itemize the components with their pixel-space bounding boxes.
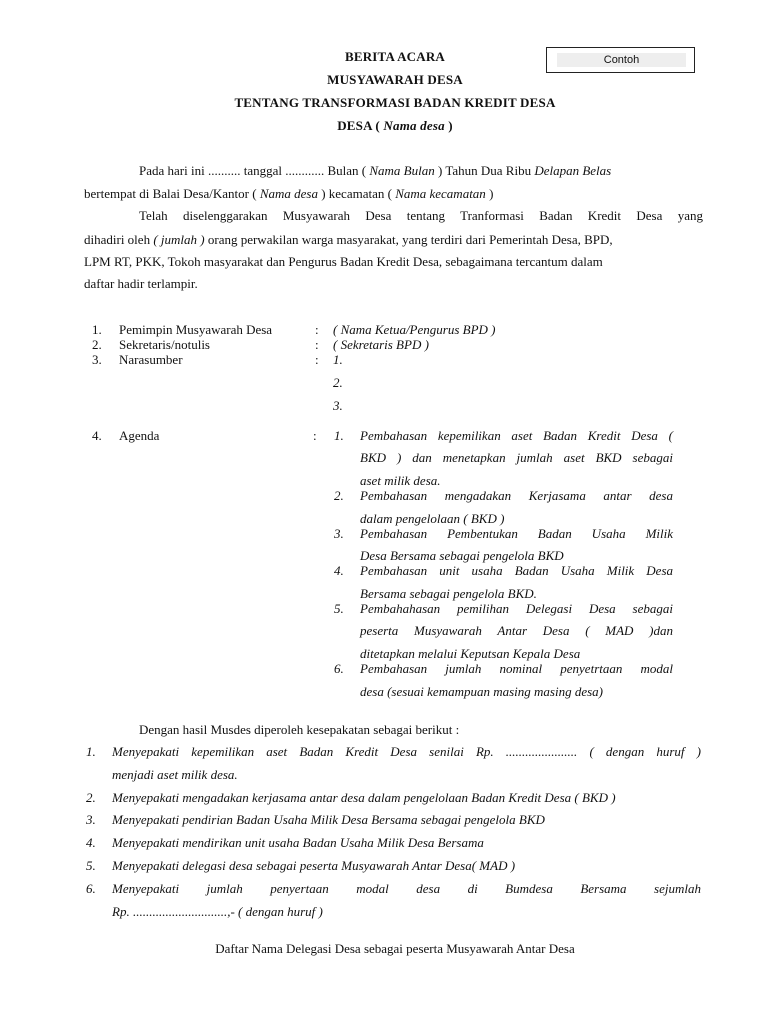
title-line-4-prefix: DESA ( [337,118,380,133]
agenda-item-line: Desa Bersama sebagai pengelola BKD [360,548,564,563]
agenda-item-number: 6. [334,661,344,676]
agenda-item-line: aset milik desa. [360,473,441,488]
agenda-item-line: Pembahasan jumlah nominal penyetrtaan modal [360,661,673,676]
role-number: 3. [92,352,102,367]
title-line-2: MUSYAWARAH DESA [327,72,463,87]
title-line-1: BERITA ACARA [344,49,446,64]
agenda-item-number: 2. [334,488,344,503]
role-label: Narasumber [119,352,183,367]
title-line-3: TENTANG TRANSFORMASI BADAN KREDIT DESA [234,95,556,110]
agenda-item-number: 3. [334,526,344,541]
result-item-number: 5. [86,858,96,873]
role-value: ( Nama Ketua/Pengurus BPD ) [333,322,496,337]
agenda-item-line: Pembahasan Pembentukan Badan Usaha Milik [360,526,673,541]
example-stamp-label: Contoh [557,53,686,67]
role-label: Sekretaris/notulis [119,337,210,352]
result-item-line: Menyepakati jumlah penyertaan modal desa di Bumdesa Bersama sejumlah [112,881,701,896]
agenda-item-number: 4. [334,563,344,578]
intro-paragraph-1-line-1: Pada hari ini .......... tanggal ............ Bulan ( Nama Bulan ) Tahun Dua Ribu Delapan Belas [139,163,612,178]
title-village-name: Nama desa [383,118,445,133]
agenda-item-number: 1. [334,428,344,443]
agenda-item-line: Pembahahasan pemilihan Delegasi Desa sebagai [360,601,673,616]
result-item-number: 2. [86,790,96,805]
agenda-item-line: Bersama sebagai pengelola BKD. [360,586,537,601]
result-item-number: 3. [86,812,96,827]
role-label: Pemimpin Musyawarah Desa [119,322,273,337]
result-item-number: 1. [86,744,96,759]
intro-paragraph-2-line-1: Telah diselenggarakan Musyawarah Desa tentang Tranformasi Badan Kredit Desa yang [139,208,703,223]
result-item-line: Menyepakati delegasi desa sebagai peserta Musyawarah Antar Desa( MAD ) [112,858,516,873]
narasumber-item: 1. [333,352,343,367]
narasumber-item: 3. [333,398,343,413]
result-item-line: Menyepakati mendirikan unit usaha Badan Usaha Milik Desa Bersama [112,835,484,850]
agenda-item-line: BKD ) dan menetapkan jumlah aset BKD sebagai [360,450,673,465]
delegate-list-caption: Daftar Nama Delegasi Desa sebagai peserta Musyawarah Antar Desa [215,941,575,956]
agenda-item-number: 5. [334,601,344,616]
agenda-item-line: Pembahasan unit usaha Badan Usaha Milik Desa [360,563,673,578]
role-colon: : [315,322,319,337]
intro-paragraph-1-line-2: bertempat di Balai Desa/Kantor ( Nama desa ) kecamatan ( Nama kecamatan ) [84,186,494,201]
agenda-item-line: Pembahasan mengadakan Kerjasama antar desa [360,488,673,503]
result-item-line: Rp. .............................,- ( dengan huruf ) [112,904,323,919]
intro-paragraph-2-line-3: LPM RT, PKK, Tokoh masyarakat dan Pengurus Badan Kredit Desa, sebagaimana tercantum dalam [84,254,603,269]
result-item-number: 6. [86,881,96,896]
result-item-line: Menyepakati kepemilikan aset Badan Kredit Desa senilai Rp. ...................... ( dengan huruf ) [112,744,701,759]
agenda-number: 4. [92,428,102,443]
title-line-4-suffix: ) [448,118,453,133]
role-colon: : [315,352,319,367]
agenda-item-line: peserta Musyawarah Antar Desa ( MAD )dan [360,623,673,638]
agenda-item-line: Pembahasan kepemilikan aset Badan Kredit Desa ( [360,428,673,443]
intro-paragraph-2-line-2: dihadiri oleh ( jumlah ) orang perwakilan warga masyarakat, yang terdiri dari Pemerintah Desa, BPD, [84,232,613,247]
agenda-label: Agenda [119,428,160,443]
role-value: ( Sekretaris BPD ) [333,337,429,352]
result-intro: Dengan hasil Musdes diperoleh kesepakatan sebagai berikut : [139,722,460,737]
result-item-line: Menyepakati pendirian Badan Usaha Milik Desa Bersama sebagai pengelola BKD [112,812,545,827]
agenda-item-line: ditetapkan melalui Keputsan Kepala Desa [360,646,581,661]
role-number: 1. [92,322,102,337]
result-item-line: Menyepakati mengadakan kerjasama antar desa dalam pengelolaan Badan Kredit Desa ( BKD ) [112,790,616,805]
narasumber-item: 2. [333,375,343,390]
role-number: 2. [92,337,102,352]
intro-paragraph-2-line-4: daftar hadir terlampir. [84,276,198,291]
result-item-line: menjadi aset milik desa. [112,767,238,782]
agenda-item-line: desa (sesuai kemampuan masing masing desa) [360,684,604,699]
title-line-4 [0,118,768,134]
agenda-colon: : [313,428,317,443]
result-item-number: 4. [86,835,96,850]
role-colon: : [315,337,319,352]
agenda-item-line: dalam pengelolaan ( BKD ) [360,511,505,526]
